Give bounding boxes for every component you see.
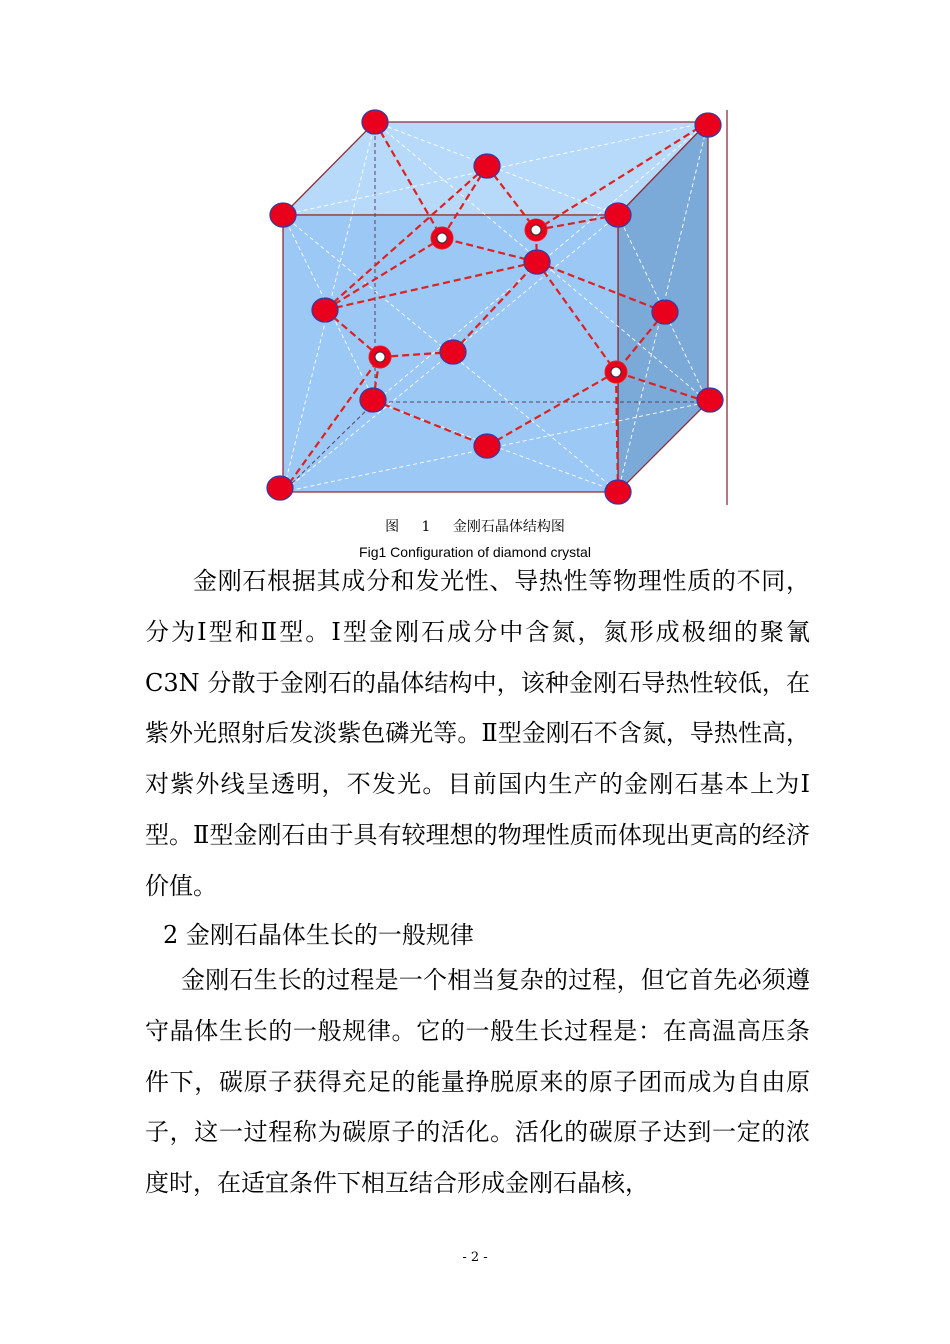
atom <box>270 203 296 227</box>
atom <box>605 203 631 227</box>
atom <box>362 110 388 134</box>
atom <box>652 300 678 324</box>
diamond-crystal-figure <box>260 100 740 510</box>
atom <box>360 388 386 412</box>
paragraph-text: 金刚石生长的过程是一个相当复杂的过程，但它首先必须遵守晶体生长的一般规律。它的一般生长过程是：在高温高压条件下，碳原子获得充足的能量挣脱原来的原子团而成为自由原子，这一过程称为碳原子的活化。活化的碳原子达到一定的浓度时，在适宜条件下相互结合形成金刚石晶核， <box>145 966 810 1198</box>
figure-caption-chinese: 图 1 金刚石晶体结构图 <box>385 519 565 535</box>
atom <box>697 388 723 412</box>
atom <box>695 113 721 137</box>
atom <box>312 298 338 322</box>
section-heading: 2 金刚石晶体生长的一般规律 <box>163 921 474 949</box>
figure-caption-english: Fig1 Configuration of diamond crystal <box>359 544 591 560</box>
atom <box>474 434 500 458</box>
paragraph-growth-process <box>145 955 810 1209</box>
paragraph-diamond-types <box>145 556 810 912</box>
paragraph-text: 金刚石根据其成分和发光性、导热性等物理性质的不同，分为Ⅰ型和Ⅱ型。Ⅰ型金刚石成分中含氮，氮形成极细的聚氰 C3N 分散于金刚石的晶体结构中，该种金刚石导热性较低，在紫外光照射后发淡紫色磷光等。Ⅱ型金刚石不含氮，导热性高，对紫外线呈透明，不发光。目前国内生产的金刚石基本上为Ⅰ型。Ⅱ型金刚石由于具有较理想的物理性质而体现出更高的经济价值。 <box>145 567 810 900</box>
atom <box>267 476 293 500</box>
atom <box>474 154 500 178</box>
page-number: - 2 - <box>462 1250 488 1265</box>
atom <box>440 340 466 364</box>
atom <box>605 480 631 504</box>
atom <box>524 250 550 274</box>
